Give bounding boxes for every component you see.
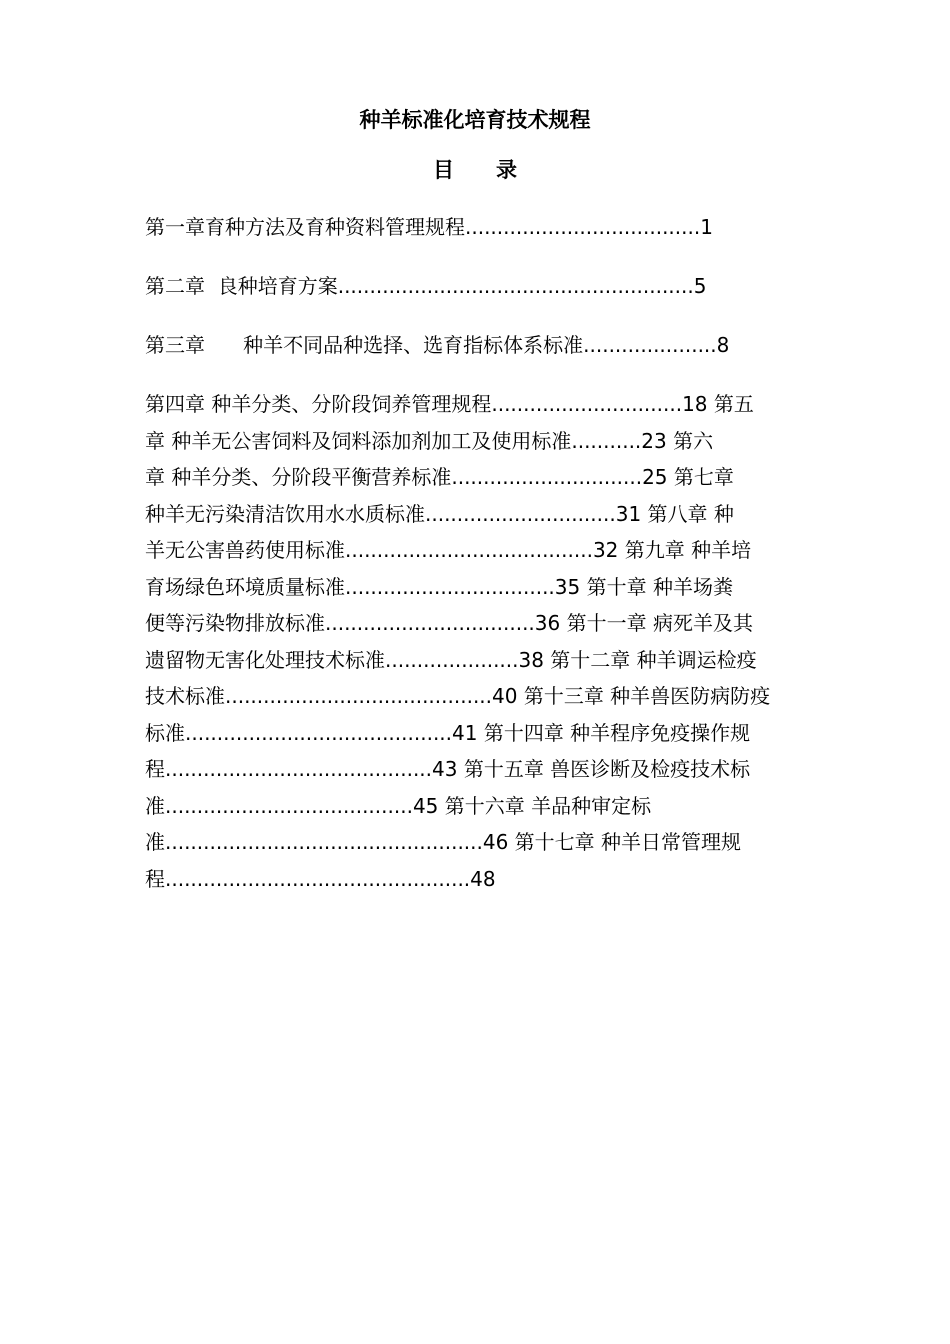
- toc-heading-char-2: 录: [496, 158, 517, 182]
- toc-heading-char-1: 目: [433, 158, 454, 182]
- toc-heading: [0, 154, 950, 186]
- toc-entry-chapter-2[interactable]: 第二章 良种培育方案........................................................5: [145, 274, 707, 298]
- toc-entry-chapter-3[interactable]: 第三章 种羊不同品种选择、选育指标体系标准.....................8: [145, 333, 730, 357]
- document-title: 种羊标准化培育技术规程: [359, 108, 591, 132]
- toc-entries-chapters-4-17[interactable]: 第四章 种羊分类、分阶段饲养管理规程..............................18 第五 章 种羊无公害饲料及饲料添加剂加工及使用标准...........23 第六 章 种羊分类、分阶段平衡营养标准..............................25 第七章 种羊无污染清洁饮用水水质标准..............................31 第八章 种 羊无公害兽药使用标准.......................................32 第九章 种羊培 育场绿色环境质量标准.................................35 第十章 种羊场粪 便等污染物排放标准.................................36 第十一章 病死羊及其 遗留物无害化处理技术标准.....................38 第十二章 种羊调运检疫 技术标准..........................................40 第十三章 种羊兽医防病防疫 标准..........................................41 第十四章 种羊程序免疫操作规 程..........................................43 第十五章 兽医诊断及检疫技术标 准.......................................45 第十六章 羊品种审定标 准..................................................46 第十七章 种羊日常管理规 程................................................48: [145, 392, 771, 891]
- toc-entry-chapter-1[interactable]: 第一章育种方法及育种资料管理规程.....................................1: [145, 215, 713, 239]
